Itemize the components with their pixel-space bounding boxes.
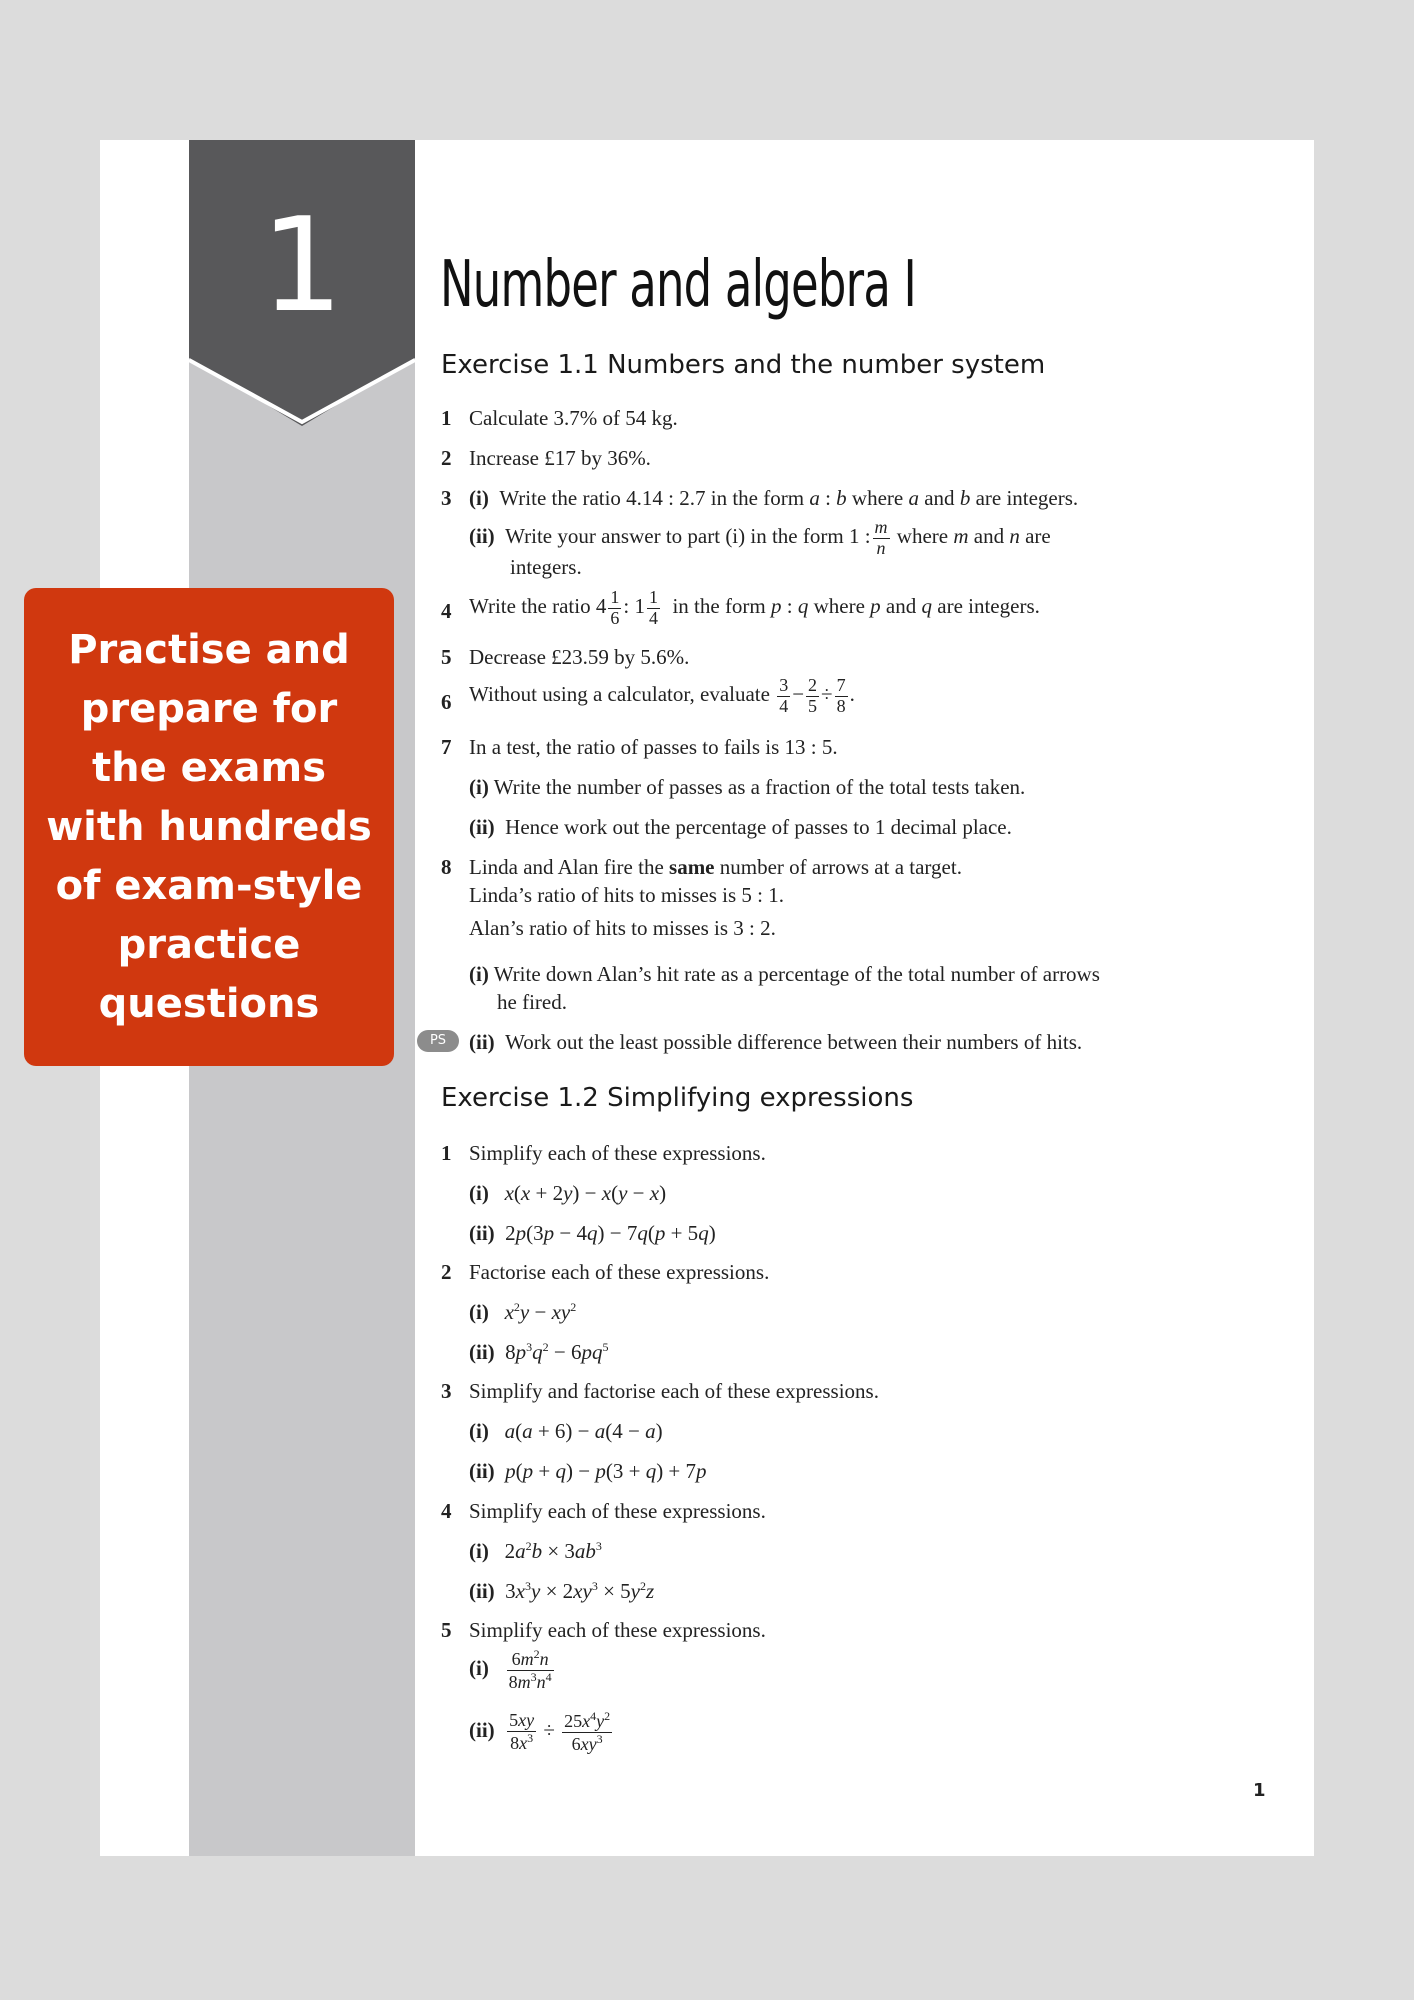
ex2-q1ii: (ii) 2p(3p − 4q) − 7q(p + 5q): [469, 1221, 716, 1245]
ex1-q8-bold: same: [669, 855, 715, 879]
ex1-q2: Increase £17 by 36%.: [469, 446, 651, 470]
q-number: 4: [441, 1499, 452, 1523]
ex2-q2ii: (ii) $8p^3q^2 - 6pq^5$: [469, 1340, 609, 1364]
ex1-q4-text: Write the ratio 4: [469, 594, 607, 619]
promo-banner: [24, 588, 394, 1066]
chapter-title: Number and algebra I: [440, 248, 916, 322]
part-label: (i): [469, 1181, 489, 1205]
ex1-q7: In a test, the ratio of passes to fails is 13 : 5.: [469, 735, 838, 759]
problem-solving-badge: PS: [417, 1030, 459, 1052]
ex1-q8ii-text: Work out the least possible difference between their numbers of hits.: [505, 1030, 1083, 1054]
ex1-q3ii-cont: integers.: [510, 555, 582, 579]
q-number: 2: [441, 446, 452, 470]
ex1-q8ii: [469, 1030, 1082, 1055]
part-label: (ii): [469, 1579, 495, 1603]
fraction-m-n: $\frac{m}{n}$: [874, 517, 888, 558]
q-number: 5: [441, 645, 452, 669]
q-number: 7: [441, 735, 452, 759]
part-label: (ii): [469, 524, 495, 549]
q-number: 3: [441, 1379, 452, 1403]
ex1-q5: Decrease £23.59 by 5.6%.: [469, 645, 690, 669]
q-number: 1: [441, 406, 452, 430]
exercise-1-2-heading: Exercise 1.2 Simplifying expressions: [441, 1083, 914, 1113]
q-number: 2: [441, 1260, 452, 1284]
q-number: 8: [441, 855, 452, 879]
ex2-q2i: (i) $x^2y - xy^2$: [469, 1300, 577, 1324]
ex1-q6-text: Without using a calculator, evaluate: [469, 682, 770, 707]
ex2-q5ii: (ii) $\frac{5xy}{8x^3}$ ÷ $\frac{25x^4y^2}{6xy^3}$: [469, 1709, 611, 1754]
part-label: (i): [469, 775, 489, 799]
ex2-q5: Simplify each of these expressions.: [469, 1618, 766, 1642]
ex2-q3i: (i) a(a + 6) − a(4 − a): [469, 1419, 663, 1443]
ex2-q5i: (i) $\frac{6m^2n}{8m^3n^4}$: [469, 1647, 552, 1692]
part-label: (ii): [469, 815, 495, 839]
ex2-q1i: (i) x(x + 2y) − x(y − x): [469, 1181, 667, 1205]
ex1-q8-linda: Linda’s ratio of hits to misses is 5 : 1.: [469, 883, 784, 907]
part-label: (i): [469, 1656, 489, 1681]
q-number: 3: [441, 486, 452, 510]
part-label: (i): [469, 962, 489, 986]
part-label: (i): [469, 1539, 489, 1563]
ex1-q4: Write the ratio 4 $\frac{1}{6}$ : 1 $\frac{1}{4}$ in the form p : q where p and q are integers.: [469, 587, 1040, 628]
ex2-q3ii: (ii) p(p + q) − p(3 + q) + 7p: [469, 1459, 707, 1483]
chapter-number: 1: [260, 189, 344, 341]
ex2-q3: Simplify and factorise each of these expressions.: [469, 1379, 879, 1403]
ex1-q8i-cont: he fired.: [497, 990, 567, 1014]
ex1-q8: [469, 855, 962, 880]
ex1-q3ii-text: Write your answer to part (i) in the form 1 :: [505, 524, 871, 549]
promo-text: Practise and prepare for the exams with hundreds of exam-style practice questions: [46, 626, 372, 1027]
ex1-q3i-text: Write the ratio 4.14 : 2.7 in the form: [499, 486, 810, 510]
ex1-q4-mid: in the form: [667, 594, 772, 619]
page-number: 1: [1253, 1780, 1266, 1801]
part-label: (ii): [469, 1718, 495, 1743]
ex1-q7ii: [469, 815, 1012, 840]
q-number: 6: [441, 690, 452, 714]
exercise-1-1-heading: Exercise 1.1 Numbers and the number system: [441, 350, 1046, 380]
part-label: (i): [469, 1419, 489, 1443]
q-number: 4: [441, 599, 452, 623]
ex1-q7i-text: Write the number of passes as a fraction of the total tests taken.: [493, 775, 1026, 799]
part-label: (ii): [469, 1030, 495, 1054]
ex1-q3ii-line: (ii) Write your answer to part (i) in the form 1 : $\frac{m}{n}$ where m and n are: [469, 517, 1051, 558]
ex2-q1: Simplify each of these expressions.: [469, 1141, 766, 1165]
part-label: (ii): [469, 1340, 495, 1364]
part-label: (ii): [469, 1459, 495, 1483]
ex2-q2: Factorise each of these expressions.: [469, 1260, 770, 1284]
q-number: 1: [441, 1141, 452, 1165]
ex2-q4ii: (ii) $3x^3y \times 2xy^3 \times 5y^2z$: [469, 1579, 655, 1603]
part-label: (ii): [469, 1221, 495, 1245]
ex1-q8-alan: Alan’s ratio of hits to misses is 3 : 2.: [469, 916, 776, 940]
ex1-q7ii-text: Hence work out the percentage of passes to 1 decimal place.: [505, 815, 1012, 839]
part-label: (i): [469, 1300, 489, 1324]
ex2-q4: Simplify each of these expressions.: [469, 1499, 766, 1523]
ex1-q8-text: Linda and Alan fire the: [469, 855, 670, 879]
ex1-q3i-end: are integers.: [970, 486, 1079, 510]
ex2-q4i: (i) $2a^2b \times 3ab^3$: [469, 1539, 602, 1563]
chapter-tab: [189, 140, 415, 426]
ex1-q8i-text: Write down Alan’s hit rate as a percentage of the total number of arrows: [493, 962, 1100, 986]
ex1-q1: Calculate 3.7% of 54 kg.: [469, 406, 678, 430]
ex1-q6: Without using a calculator, evaluate $\frac{3}{4}$ − $\frac{2}{5}$ ÷ $\frac{7}{8}$ .: [469, 675, 855, 716]
ex1-q8i: [469, 962, 1100, 987]
part-label: (i): [469, 486, 489, 510]
ex1-q8-end: number of arrows at a target.: [714, 855, 962, 879]
ex1-q7i: [469, 775, 1025, 800]
ex1-q4-end: are integers.: [932, 594, 1040, 619]
q-number: 5: [441, 1618, 452, 1642]
ex1-q3i-line: (i) Write the ratio 4.14 : 2.7 in the form a : b where a and b are integers.: [469, 486, 1079, 510]
ex1-q3ii-end: are: [1019, 524, 1051, 549]
